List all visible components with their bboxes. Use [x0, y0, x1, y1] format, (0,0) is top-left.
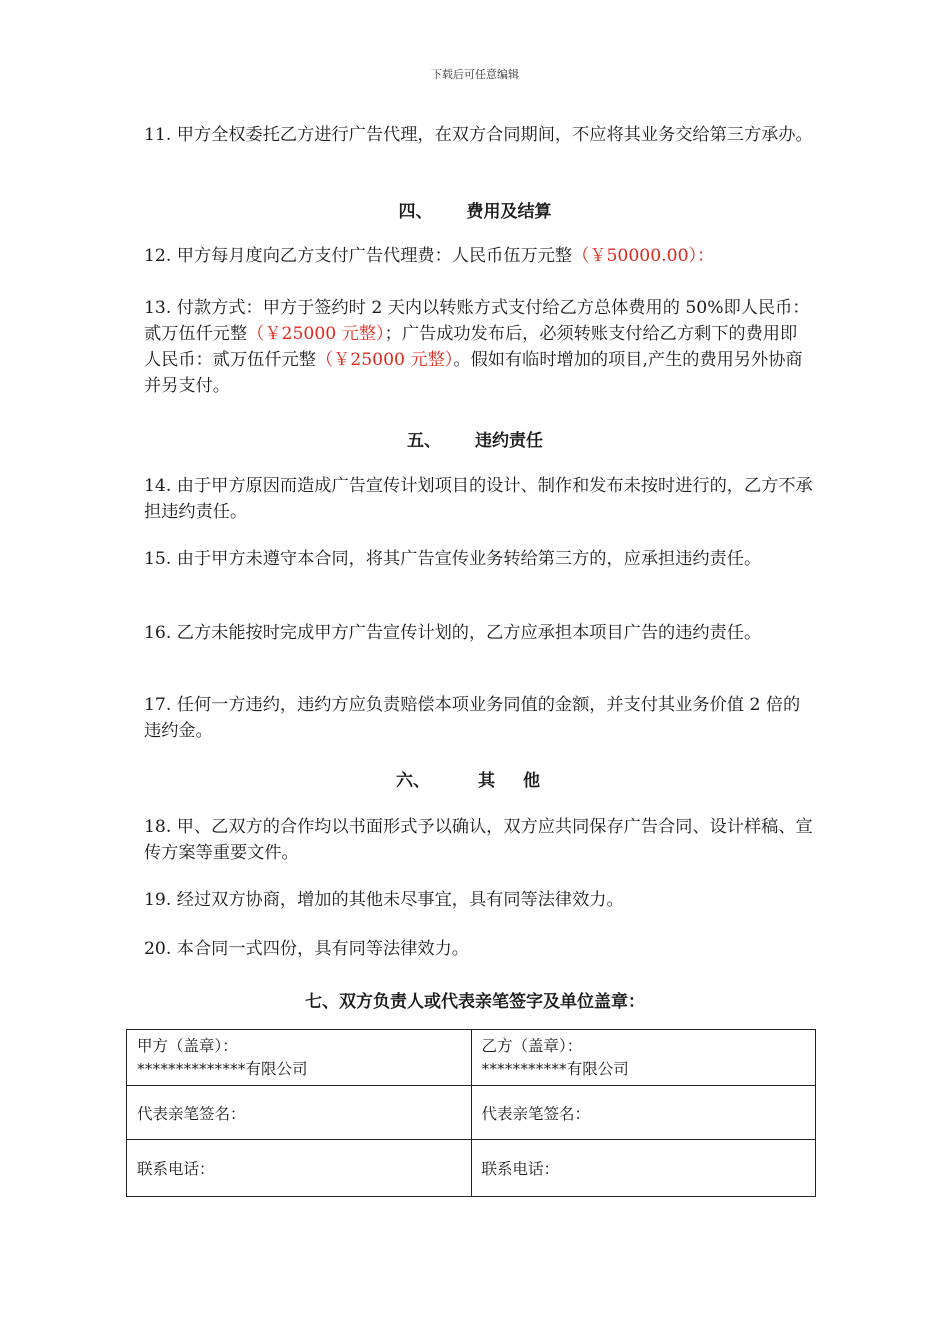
- clause-14: 14. 由于甲方原因而造成广告宣传计划项目的设计、制作和发布未按时进行的，乙方不承担违约责任。: [144, 476, 813, 522]
- clause-11: 11. 甲方全权委托乙方进行广告代理，在双方合同期间，不应将其业务交给第三方承办。: [144, 125, 813, 145]
- party-a-signature-cell: 代表亲笔签名：: [127, 1086, 472, 1140]
- clause-13: [144, 295, 814, 399]
- party-b-cell: [471, 1030, 816, 1086]
- clause-text: ；广告成功发布后，必须转账支付给乙方剩下的费用即人民币：贰万伍仟元整: [144, 324, 798, 370]
- section-heading-5: [0, 426, 950, 451]
- amount-text: （￥25000 元整）: [315, 350, 454, 370]
- clause-16: 16. 乙方未能按时完成甲方广告宣传计划的，乙方应承担本项目广告的违约责任。: [144, 623, 762, 643]
- party-a-label: 甲方（盖章）：: [137, 1037, 238, 1055]
- party-a-phone-cell: 联系电话：: [127, 1140, 472, 1197]
- clause-20: 20. 本合同一式四份，具有同等法律效力。: [144, 939, 469, 959]
- party-b-label: 乙方（盖章）：: [481, 1037, 583, 1055]
- section-heading-7: 七、双方负责人或代表亲笔签字及单位盖章：: [305, 992, 645, 1012]
- clause-18: 18. 甲、乙双方的合作均以书面形式予以确认，双方应共同保存广告合同、设计样稿、宣传方案等重要文件。: [144, 817, 813, 863]
- clause-text: 12. 甲方每月度向乙方支付广告代理费：人民币伍万元整: [144, 246, 573, 266]
- section-title-char: 他: [523, 771, 540, 791]
- clause-text: 13. 付款方式：甲方于签约时 2 天内以转账方式支付给乙方总体费用的 50%即人民币：贰万伍仟元整: [144, 298, 810, 344]
- party-a-company: **************有限公司: [137, 1060, 308, 1078]
- section-title-char: 其: [478, 771, 495, 791]
- clause-text: 。假如有临时增加的项目,产生的费用另外协商并另支付。: [144, 350, 803, 396]
- party-a-cell: [127, 1030, 472, 1086]
- section-title: 费用及结算: [466, 202, 552, 222]
- clause-19: 19. 经过双方协商，增加的其他未尽事宜，具有同等法律效力。: [144, 890, 624, 910]
- section-heading-6: [0, 766, 950, 791]
- section-number: 四、: [398, 202, 433, 222]
- clause-17: 17. 任何一方违约，违约方应负责赔偿本项业务同值的金额，并支付其业务价值 2 倍的违约金。: [144, 695, 801, 741]
- clause-15: 15. 由于甲方未遵守本合同，将其广告宣传业务转给第三方的，应承担违约责任。: [144, 549, 762, 569]
- party-b-phone-cell: 联系电话：: [471, 1140, 816, 1197]
- section-heading-4: [0, 197, 950, 222]
- section-number: 六、: [396, 771, 430, 791]
- amount-text: （￥50000.00）：: [572, 246, 715, 266]
- section-number: 五、: [407, 431, 441, 451]
- clause-12: [144, 243, 814, 269]
- party-b-signature-cell: 代表亲笔签名：: [471, 1086, 816, 1140]
- section-title: 违约责任: [475, 431, 543, 451]
- page-header-note: 下载后可任意编辑: [431, 68, 519, 81]
- amount-text: （￥25000 元整）: [247, 324, 385, 344]
- signature-table: [126, 1029, 816, 1197]
- party-b-company: ***********有限公司: [481, 1060, 629, 1078]
